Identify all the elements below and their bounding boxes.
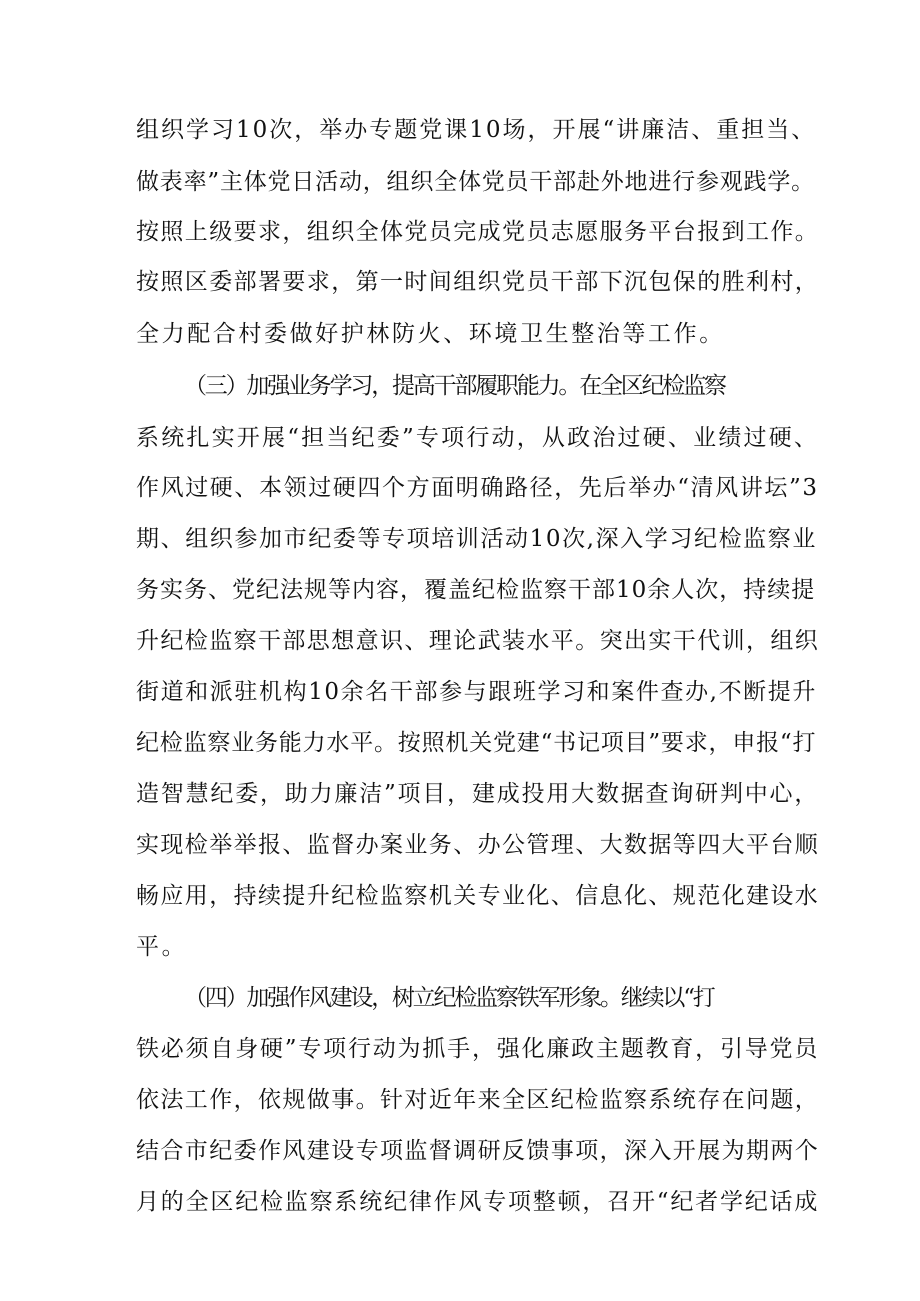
text-line: 全力配合村委做好护林防火、环境卫生整治等工作。 (136, 321, 725, 347)
text-line: 纪检监察业务能力水平。按照机关党建“书记项目”要求，申报“打 (136, 730, 817, 756)
text-line: 铁必须自身硬”专项行动为抓手，强化廉政主题教育，引导党员 (136, 1036, 820, 1062)
paragraph-three-heading: （三）加强业务学习，提高干部履职能力。在全区纪检监察 (184, 373, 725, 399)
text-line: 组织学习10次，举办专题党课10场，开展“讲廉洁、重担当、 (136, 117, 817, 143)
text-line: 系统扎实开展“担当纪委”专项行动，从政治过硬、业绩过硬、 (136, 425, 820, 451)
paragraph-four-heading: （四）加强作风建设，树立纪检监察铁军形象。继续以“打 (184, 985, 714, 1011)
text-line: 依法工作，依规做事。针对近年来全区纪检监察系统存在问题， (136, 1087, 820, 1113)
text-line: 畅应用，持续提升纪检监察机关专业化、信息化、规范化建设水 (136, 883, 820, 909)
text-line: 按照上级要求，组织全体党员完成党员志愿服务平台报到工作。 (136, 219, 820, 245)
text-line: 务实务、党纪法规等内容，覆盖纪检监察干部10余人次，持续提 (136, 577, 816, 603)
text-line: 做表率”主体党日活动，组织全体党员干部赴外地进行参观践学。 (136, 169, 815, 195)
text-line: 造智慧纪委，助力廉洁”项目，建成投用大数据查询研判中心， (136, 781, 820, 807)
text-line: 平。 (136, 934, 188, 960)
text-line: 作风过硬、本领过硬四个方面明确路径，先后举办“清风讲坛”3 (136, 475, 819, 501)
text-line: 实现检举举报、监督办案业务、办公管理、大数据等四大平台顺 (136, 832, 820, 858)
text-line: 升纪检监察干部思想意识、理论武装水平。突出实干代训，组织 (136, 628, 820, 654)
text-line: 月的全区纪检监察系统纪律作风专项整顿，召开“纪者学纪话成 (136, 1189, 820, 1215)
text-line: 结合市纪委作风建设专项监督调研反馈事项，深入开展为期两个 (136, 1138, 820, 1164)
text-line: 期、组织参加市纪委等专项培训活动10次,深入学习纪检监察业 (136, 526, 817, 552)
text-line: 街道和派驻机构10余名干部参与跟班学习和案件查办,不断提升 (136, 679, 817, 705)
text-line: 按照区委部署要求，第一时间组织党员干部下沉包保的胜利村， (136, 269, 820, 295)
